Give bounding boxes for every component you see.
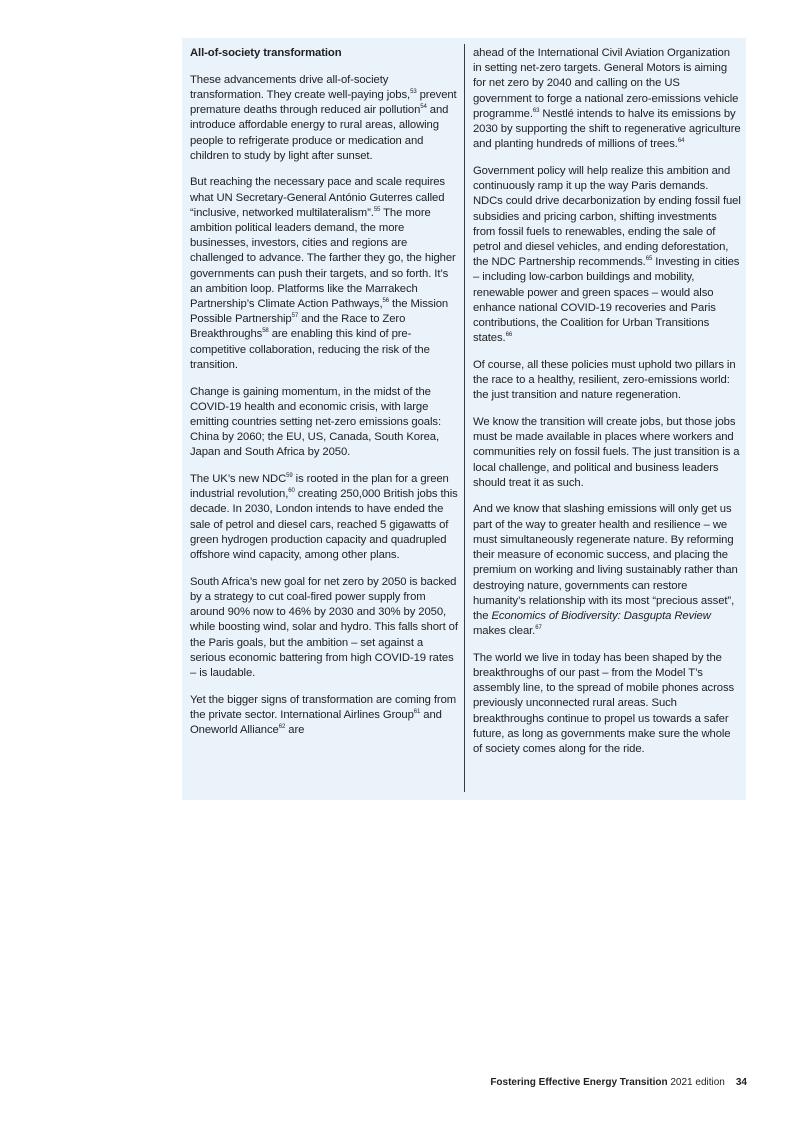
footer-edition: 2021 edition <box>670 1077 725 1088</box>
footnote-ref: 67 <box>535 625 542 632</box>
left-paragraphs <box>190 73 460 739</box>
footnote-ref: 56 <box>382 298 390 305</box>
footnote-ref: 62 <box>278 724 286 731</box>
body-paragraph: But reaching the necessary pace and scale requires what UN Secretary-General António Guterres called “inclusive, networked multilateralism”.$^{55}$ The more ambition political leaders demand, the more businesses, investors, cities and regions are challenged to advance. The farther they go, the higher governments can push their targets, and so forth. It’s an ambition loop. Platforms like the Marrakech Partnership’s Climate Action Pathways,$^{56}$ the Mission Possible Partnership$^{57}$ and the Race to Zero Breakthroughs$^{58}$ are enabling this kind of pre-competitive collaboration, reducing the risk of the transition. <box>190 176 456 371</box>
footnote-ref: 57 <box>291 313 299 320</box>
body-paragraph: Of course, all these policies must uphold two pillars in the race to a healthy, resilient, zero-emissions world: the just transition and nature regeneration. <box>473 358 736 402</box>
body-paragraph: And we know that slashing emissions will only get us part of the way to greater health and resilience – we must simultaneously regenerate nature. By reforming their measure of economic success, and placing the premium on working and living sustainably rather than destroying nature, governments can restore humanity’s relationship with its most “precious asset”, the Economics of Biodiversity: Dasgupta Review makes clear.$^{67}$ <box>473 503 738 638</box>
page-number: 34 <box>735 1077 747 1088</box>
body-paragraph: We know the transition will create jobs, but those jobs must be made available in places where workers and communities rely on fossil fuels. The just transition is a local challenge, and political and business leaders should treat it as such. <box>473 415 740 489</box>
footnote-ref: 54 <box>420 104 427 111</box>
italic-title: Economics of Biodiversity: Dasgupta Review <box>491 609 711 622</box>
footnote-ref: 63 <box>532 107 540 114</box>
body-paragraph: These advancements drive all-of-society transformation. They create well-paying jobs,$^{53}$ prevent premature deaths through reduced air pollution$^{54}$ and introduce affordable energy to rural areas, allowing people to refrigerate produce or medication and children to study by light after sunset. <box>190 73 457 162</box>
footnote-ref: 55 <box>373 206 381 213</box>
body-paragraph: Change is gaining momentum, in the midst of the COVID-19 health and economic crisis, with large emitting countries setting net-zero emissions goals: China by 2060; the EU, US, Canada, South Korea, Japan and South Africa by 2050. <box>190 385 441 459</box>
footnote-ref: 61 <box>413 708 421 715</box>
footnote-ref: 64 <box>677 138 685 145</box>
footnote-ref: 66 <box>505 332 513 339</box>
body-paragraph: South Africa’s new goal for net zero by 2050 is backed by a strategy to cut coal-fired power supply from around 90% now to 46% by 2030 and 30% by 2050, while boosting wind, solar and hydro. This falls short of the Paris goals, but the ambition – set against a serious economic battering from high COVID-19 rates – is laudable. <box>190 575 458 680</box>
footer-title: Fostering Effective Energy Transition <box>490 1077 668 1088</box>
footnote-ref: 59 <box>286 473 293 480</box>
body-paragraph: The world we live in today has been shaped by the breakthroughs of our past – from the Model T’s assembly line, to the spread of mobile phones across previously unconnected rural areas. Such breakthroughs continue to propel us towards a safer future, as long as governments make sure the whole of society comes along for the ride. <box>473 651 735 756</box>
right-column <box>473 46 741 769</box>
column-divider <box>464 44 465 792</box>
page-footer <box>490 1077 747 1088</box>
footnote-ref: 58 <box>262 328 269 335</box>
footnote-ref: 60 <box>288 488 295 495</box>
section-heading: All-of-society transformation <box>190 47 342 59</box>
footnote-ref: 65 <box>645 256 653 263</box>
body-paragraph: Yet the bigger signs of transformation are coming from the private sector. International Airlines Group$^{61}$ and Oneworld Alliance$^{62}$ are <box>190 693 457 737</box>
body-paragraph: The UK’s new NDC$^{59}$ is rooted in the plan for a green industrial revolution,$^{60}$ creating 250,000 British jobs this decade. In 2030, London intends to have ended the sale of petrol and diesel cars, reached 5 gigawatts of green hydrogen production capacity and quadrupled offshore wind capacity, among other plans. <box>190 473 458 562</box>
right-paragraphs <box>473 46 741 757</box>
body-paragraph: Government policy will help realize this ambition and continuously ramp it up the way Paris demands. NDCs could drive decarbonization by ending fossil fuel subsidies and pricing carbon, shifting investments from fossil fuels to renewables, ending the sale of petrol and diesel vehicles, and ending deforestation, the NDC Partnership recommends.$^{65}$ Investing in cities – including low-carbon buildings and mobility, renewable power and green spaces – would also enhance national COVID-19 recoveries and Paris contributions, the Coalition for Urban Transitions states.$^{66}$ <box>473 164 741 345</box>
left-column <box>190 46 460 750</box>
body-paragraph: ahead of the International Civil Aviation Organization in setting net-zero targets. General Motors is aiming for net zero by 2040 and calling on the US government to forge a national zero-emissions vehicle programme.$^{63}$ Nestlé intends to halve its emissions by 2030 by supporting the shift to regenerative agriculture and planting hundreds of millions of trees.$^{64}$ <box>473 47 741 151</box>
footnote-ref: 53 <box>410 88 417 95</box>
